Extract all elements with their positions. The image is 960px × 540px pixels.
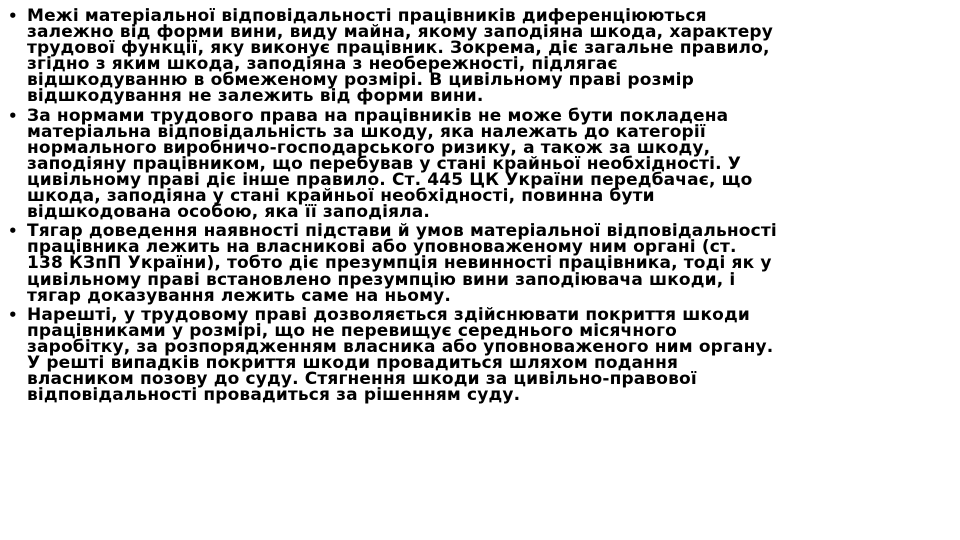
paragraph-line: У решті випадків покриття шкоди провадиться шляхом подання bbox=[27, 352, 679, 373]
paragraph-line: За нормами трудового права на працівників не може бути покладена bbox=[27, 105, 729, 126]
paragraph-line: відшкодуванню в обмеженому розмірі. В цивільному праві розмір bbox=[27, 70, 694, 91]
paragraph-line: Тягар доведення наявності підстави й умов матеріальної відповідальності bbox=[27, 221, 777, 242]
paragraph-line: цивільному праві встановлено презумпцію вини заподіювача шкоди, і bbox=[27, 269, 736, 290]
paragraph-line: тягар доказування лежить саме на ньому. bbox=[27, 285, 451, 306]
paragraph-line: працівниками у розмірі, що не перевищує середнього місячного bbox=[27, 320, 677, 341]
paragraph-line: заподіяну працівником, що перебував у стані крайньої необхідності. У bbox=[27, 153, 742, 174]
paragraph-line: заробітку, за розпорядженням власника або уповноваженого ним органу. bbox=[27, 336, 774, 357]
paragraph-line: власником позову до суду. Стягнення шкоди за цивільно-правової bbox=[27, 369, 697, 390]
paragraph-line: нормального виробничо-господарського ризику, а також за шкоду, bbox=[27, 137, 711, 158]
bullet-paragraph-2 bbox=[8, 105, 956, 223]
paragraph-line: 138 КЗпП України), тобто діє презумпція невинності працівника, тоді як у bbox=[27, 253, 772, 274]
bullet-list bbox=[8, 8, 956, 406]
paragraph-line: шкода, заподіяна у стані крайньої необхідності, повинна бути bbox=[27, 186, 655, 207]
paragraph-line: відшкодована особою, яка її заподіяла. bbox=[27, 202, 430, 223]
paragraph-line: відповідальності провадиться за рішенням суду. bbox=[27, 385, 521, 406]
paragraph-line: цивільному праві діє інше правило. Ст. 445 ЦК України передбачає, що bbox=[27, 169, 753, 190]
paragraph-line: згідно з яким шкода, заподіяна з необережності, підлягає bbox=[27, 54, 618, 75]
paragraph-line: трудової функції, яку виконує працівник. Зокрема, діє загальне правило, bbox=[27, 38, 770, 59]
bullet-dot-icon: • bbox=[8, 305, 18, 324]
bullet-paragraph-1 bbox=[8, 8, 956, 105]
paragraph-line: відшкодування не залежить від форми вини. bbox=[27, 86, 484, 107]
bullet-paragraph-4 bbox=[8, 304, 956, 406]
paragraph-line: залежно від форми вини, виду майна, якому заподіяна шкода, характеру bbox=[27, 22, 773, 43]
bullet-dot-icon: • bbox=[8, 106, 18, 125]
bullet-dot-icon: • bbox=[8, 222, 18, 241]
bullet-dot-icon: • bbox=[8, 7, 18, 25]
paragraph-line: Межі матеріальної відповідальності працівників диференціюються bbox=[27, 6, 707, 26]
paragraph-line: працівника лежить на власникові або уповноваженому ним органі (ст. bbox=[27, 237, 737, 258]
paragraph-line: Нарешті, у трудовому праві дозволяється здійснювати покриття шкоди bbox=[27, 304, 750, 325]
paragraph-line: матеріальна відповідальність за шкоду, яка належать до категорії bbox=[27, 121, 706, 142]
bullet-paragraph-3 bbox=[8, 221, 956, 306]
